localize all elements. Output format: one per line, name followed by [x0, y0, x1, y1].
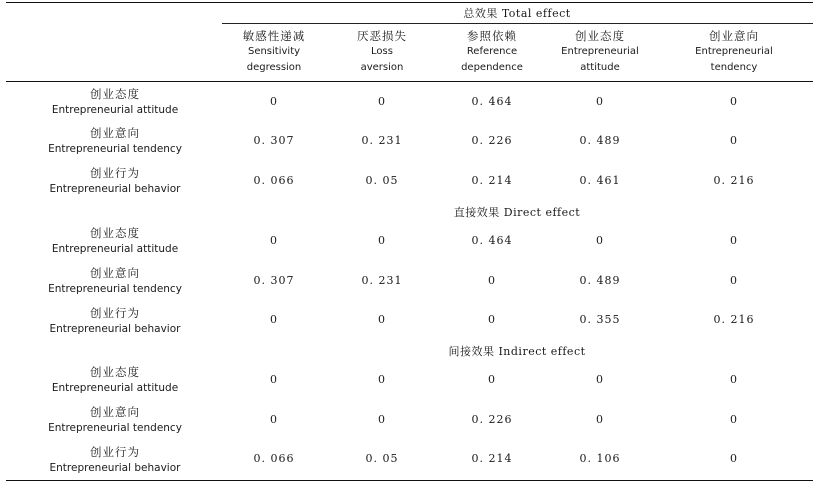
cell-value: 0. 214	[471, 174, 513, 187]
row-label-zh: 创业意向	[90, 126, 140, 140]
row-label-zh: 创业意向	[90, 405, 140, 419]
col-header-en: Entrepreneurial	[561, 46, 639, 57]
section-title-direct-effect: 直接效果 Direct effect	[453, 206, 581, 219]
row-label-attitude	[20, 225, 210, 257]
row-label-zh: 创业态度	[90, 365, 140, 379]
cell-value: 0. 066	[253, 452, 295, 465]
cell-value: 0. 226	[471, 134, 513, 147]
table-title-total-effect: 总效果 Total effect	[463, 7, 571, 20]
cell-value: 0	[378, 313, 386, 326]
col-header-zh: 厌恶损失	[357, 29, 407, 43]
row-label-zh: 创业行为	[90, 306, 140, 320]
cell-value: 0. 216	[713, 313, 755, 326]
cell-value: 0	[730, 234, 738, 247]
cell-value: 0	[488, 274, 496, 287]
cell-value: 0	[378, 234, 386, 247]
cell-value: 0	[378, 373, 386, 386]
col-header-en: tendency	[710, 62, 758, 73]
row-label-attitude	[20, 86, 210, 118]
cell-value: 0. 489	[579, 274, 621, 287]
cell-value: 0. 05	[365, 174, 399, 187]
section-title-indirect-effect: 间接效果 Indirect effect	[448, 345, 586, 358]
cell-value: 0	[730, 274, 738, 287]
row-label-zh: 创业行为	[90, 166, 140, 180]
row-label-zh: 创业意向	[90, 266, 140, 280]
cell-value: 0. 461	[579, 174, 621, 187]
cell-value: 0	[488, 373, 496, 386]
col-header-loss-aversion	[332, 28, 432, 76]
col-header-en: aversion	[360, 62, 404, 73]
cell-value: 0. 464	[471, 234, 513, 247]
row-label-zh: 创业态度	[90, 226, 140, 240]
cell-value: 0	[270, 413, 278, 426]
col-header-attitude	[550, 28, 650, 76]
row-label-en: Entrepreneurial tendency	[48, 143, 182, 155]
col-header-en: Entrepreneurial	[695, 46, 773, 57]
row-label-en: Entrepreneurial behavior	[49, 323, 181, 335]
row-label-tendency	[20, 265, 210, 297]
cell-value: 0. 231	[361, 274, 403, 287]
cell-value: 0	[488, 313, 496, 326]
cell-value: 0	[270, 313, 278, 326]
col-header-zh: 创业意向	[709, 29, 759, 43]
cell-value: 0. 307	[253, 274, 295, 287]
col-header-en: attitude	[580, 62, 620, 73]
col-header-tendency	[684, 28, 784, 76]
col-header-zh: 参照依赖	[467, 29, 517, 43]
cell-value: 0. 464	[471, 95, 513, 108]
row-label-en: Entrepreneurial behavior	[49, 183, 181, 195]
cell-value: 0. 05	[365, 452, 399, 465]
row-label-en: Entrepreneurial attitude	[51, 243, 179, 255]
cell-value: 0	[270, 95, 278, 108]
row-label-en: Entrepreneurial attitude	[51, 104, 179, 116]
row-label-zh: 创业行为	[90, 445, 140, 459]
row-label-behavior	[20, 305, 210, 337]
cell-value: 0	[730, 373, 738, 386]
cell-value: 0. 355	[579, 313, 621, 326]
col-header-zh: 创业态度	[575, 29, 625, 43]
row-label-behavior	[20, 165, 210, 197]
cell-value: 0. 231	[361, 134, 403, 147]
cell-value: 0	[596, 234, 604, 247]
cell-value: 0	[730, 413, 738, 426]
cell-value: 0	[270, 373, 278, 386]
row-label-attitude	[20, 364, 210, 396]
col-header-en: Sensitivity	[247, 46, 301, 57]
col-header-zh: 敏感性递减	[242, 29, 306, 43]
header-underline	[222, 23, 813, 24]
row-label-behavior	[20, 444, 210, 476]
row-label-en: Entrepreneurial attitude	[51, 382, 179, 394]
cell-value: 0	[270, 234, 278, 247]
row-label-en: Entrepreneurial tendency	[48, 422, 182, 434]
col-header-sensitivity	[214, 28, 334, 76]
cell-value: 0. 214	[471, 452, 513, 465]
cell-value: 0	[596, 413, 604, 426]
cell-value: 0. 307	[253, 134, 295, 147]
top-rule	[6, 2, 813, 3]
cell-value: 0	[596, 373, 604, 386]
col-header-en: Reference	[466, 46, 518, 57]
bottom-rule	[6, 480, 813, 481]
col-header-en: degression	[246, 62, 302, 73]
cell-value: 0. 106	[579, 452, 621, 465]
col-header-en: Loss	[371, 46, 393, 57]
row-label-tendency	[20, 404, 210, 436]
cell-value: 0. 489	[579, 134, 621, 147]
col-header-en: dependence	[461, 62, 523, 73]
cell-value: 0	[378, 413, 386, 426]
row-label-tendency	[20, 125, 210, 157]
cell-value: 0	[730, 452, 738, 465]
cell-value: 0. 216	[713, 174, 755, 187]
cell-value: 0	[596, 95, 604, 108]
cell-value: 0	[730, 95, 738, 108]
cell-value: 0	[378, 95, 386, 108]
cell-value: 0	[730, 134, 738, 147]
row-label-en: Entrepreneurial behavior	[49, 462, 181, 474]
row-label-en: Entrepreneurial tendency	[48, 283, 182, 295]
col-header-reference	[442, 28, 542, 76]
header-bottom-rule	[6, 81, 813, 82]
row-label-zh: 创业态度	[90, 87, 140, 101]
cell-value: 0. 226	[471, 413, 513, 426]
cell-value: 0. 066	[253, 174, 295, 187]
